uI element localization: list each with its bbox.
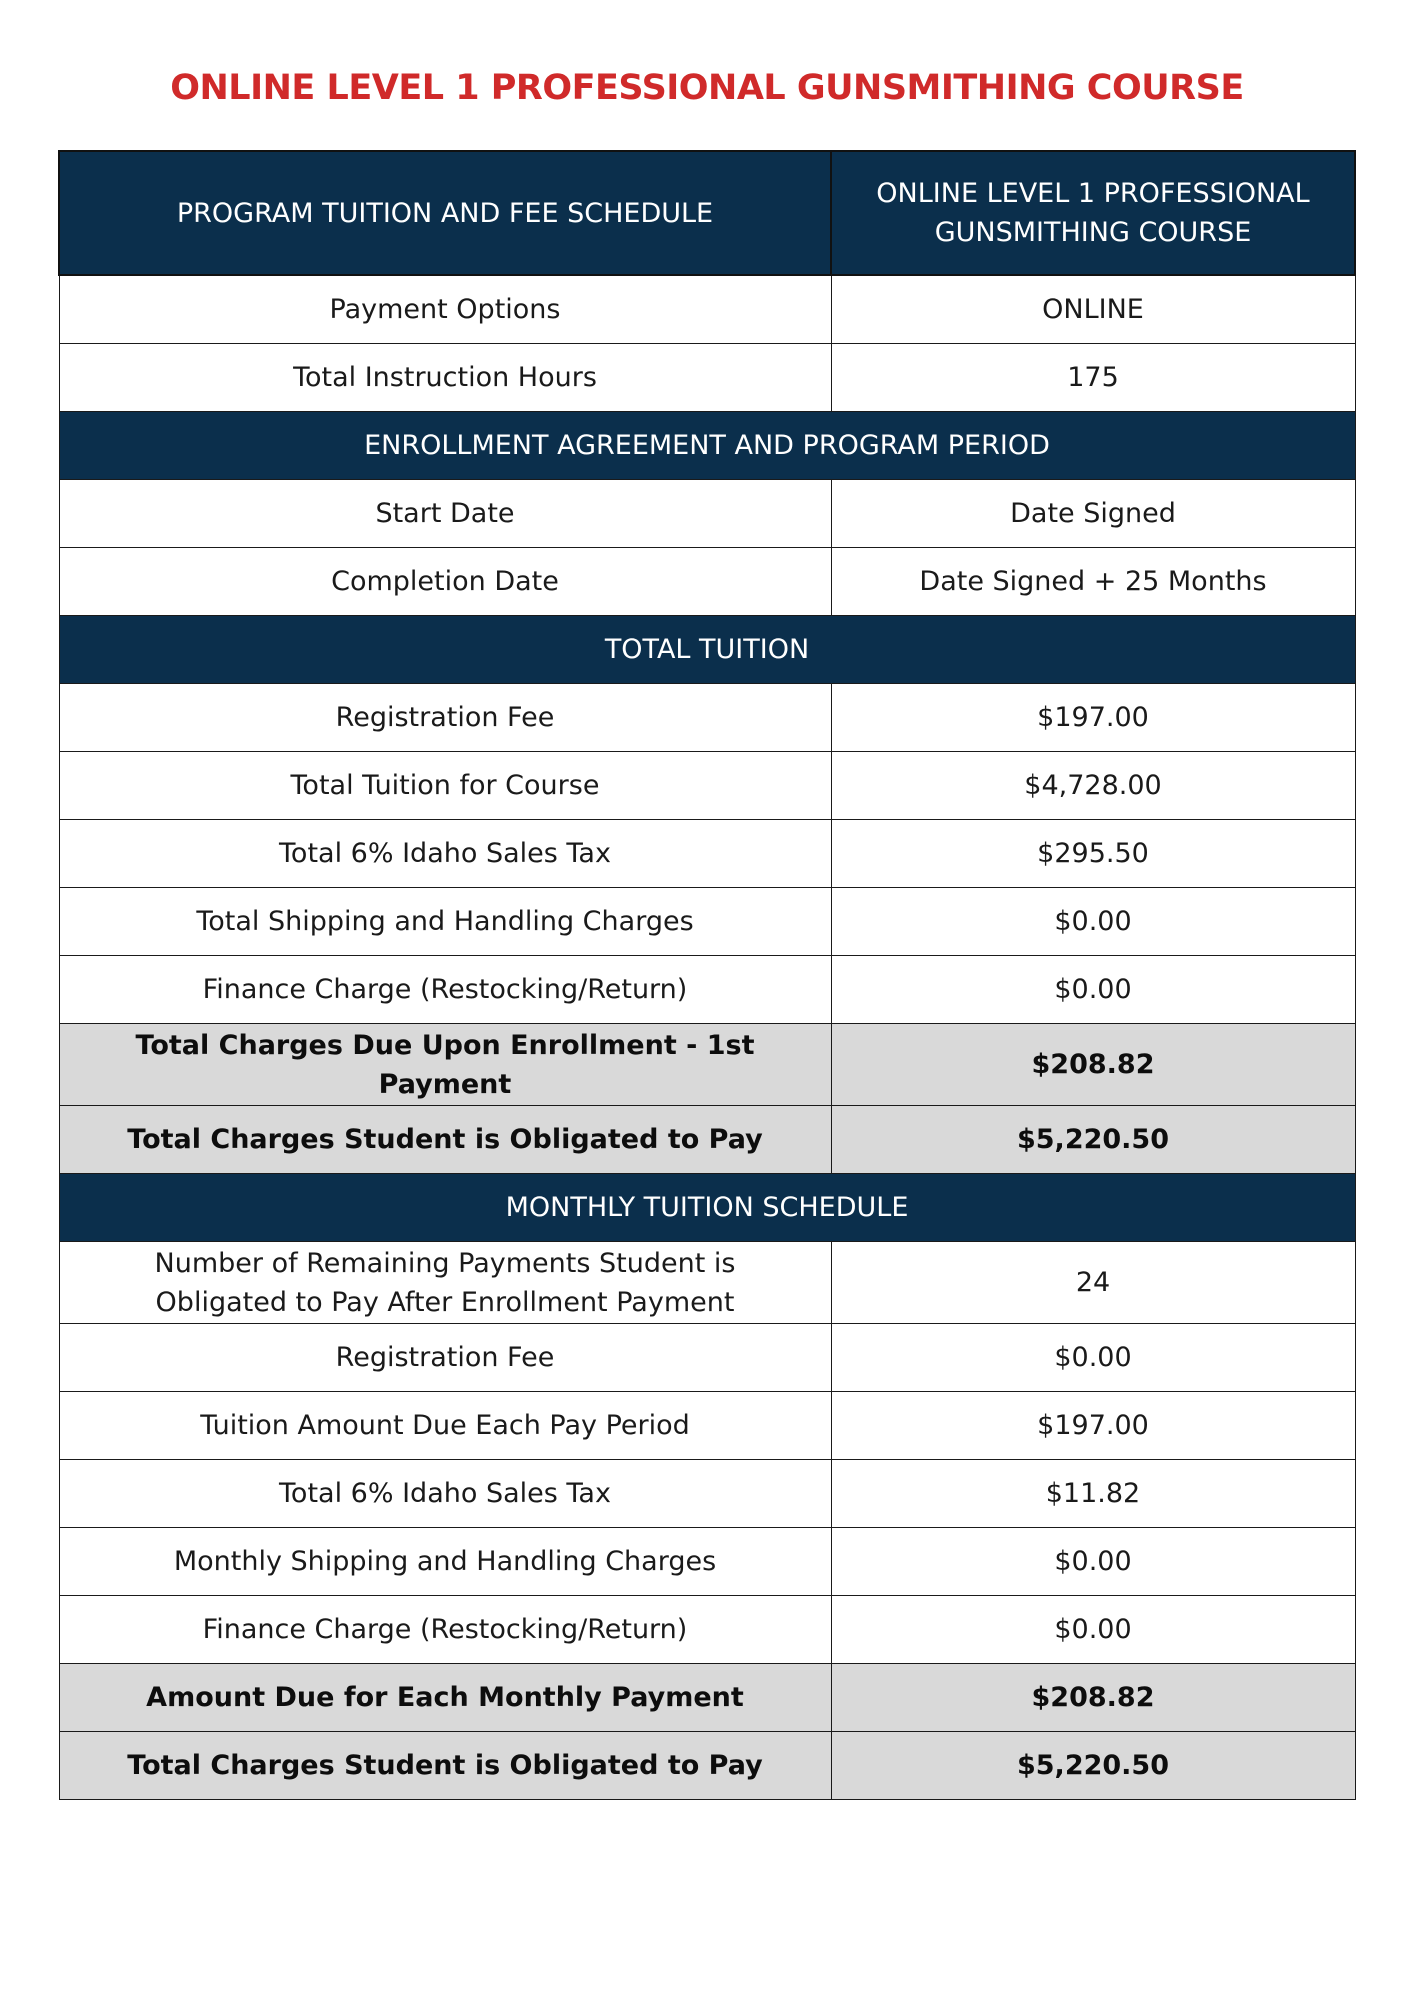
row-value: $295.50 — [831, 820, 1355, 888]
row-label: Completion Date — [59, 548, 831, 616]
row-value: $0.00 — [831, 888, 1355, 956]
table-row — [59, 1596, 1355, 1664]
row-label: Total Tuition for Course — [59, 752, 831, 820]
section-header-monthly — [59, 1174, 1355, 1242]
row-label: Number of Remaining Payments Student is Obligated to Pay After Enrollment Payment — [59, 1242, 831, 1324]
row-value: $4,728.00 — [831, 752, 1355, 820]
total-value: $5,220.50 — [831, 1106, 1355, 1174]
section-title: ENROLLMENT AGREEMENT AND PROGRAM PERIOD — [59, 412, 1355, 480]
total-label: Total Charges Due Upon Enrollment - 1st Payment — [59, 1024, 831, 1106]
row-value: $197.00 — [831, 1392, 1355, 1460]
total-value: $5,220.50 — [831, 1732, 1355, 1800]
total-label: Amount Due for Each Monthly Payment — [59, 1664, 831, 1732]
section-header-enrollment — [59, 412, 1355, 480]
table-row — [59, 480, 1355, 548]
table-row — [59, 1392, 1355, 1460]
row-label: Total 6% Idaho Sales Tax — [59, 820, 831, 888]
row-label: Finance Charge (Restocking/Return) — [59, 1596, 831, 1664]
table-row — [59, 1528, 1355, 1596]
row-label: Finance Charge (Restocking/Return) — [59, 956, 831, 1024]
header-left-cell: PROGRAM TUITION AND FEE SCHEDULE — [59, 151, 831, 275]
row-label: Total Shipping and Handling Charges — [59, 888, 831, 956]
row-value: $0.00 — [831, 1596, 1355, 1664]
table-row — [59, 344, 1355, 412]
table-row — [59, 888, 1355, 956]
section-header-total-tuition — [59, 616, 1355, 684]
row-value: 175 — [831, 344, 1355, 412]
table-row — [59, 1324, 1355, 1392]
table-row — [59, 275, 1355, 344]
table-row — [59, 1242, 1355, 1324]
table-row — [59, 684, 1355, 752]
row-label: Registration Fee — [59, 684, 831, 752]
table-row — [59, 548, 1355, 616]
row-value: Date Signed + 25 Months — [831, 548, 1355, 616]
row-label: Payment Options — [59, 275, 831, 344]
row-label: Start Date — [59, 480, 831, 548]
table-header-row — [59, 151, 1355, 275]
total-value: $208.82 — [831, 1664, 1355, 1732]
row-value: Date Signed — [831, 480, 1355, 548]
row-label: Monthly Shipping and Handling Charges — [59, 1528, 831, 1596]
row-value: $0.00 — [831, 1324, 1355, 1392]
total-row-obligated — [59, 1732, 1355, 1800]
tuition-fee-table — [58, 150, 1356, 1800]
row-value: 24 — [831, 1242, 1355, 1324]
page-title: ONLINE LEVEL 1 PROFESSIONAL GUNSMITHING COURSE — [170, 68, 1244, 108]
row-label: Total 6% Idaho Sales Tax — [59, 1460, 831, 1528]
total-label: Total Charges Student is Obligated to Pay — [59, 1732, 831, 1800]
header-right-cell: ONLINE LEVEL 1 PROFESSIONAL GUNSMITHING COURSE — [831, 151, 1355, 275]
row-label: Tuition Amount Due Each Pay Period — [59, 1392, 831, 1460]
table-row — [59, 1460, 1355, 1528]
total-value: $208.82 — [831, 1024, 1355, 1106]
total-row-monthly-payment — [59, 1664, 1355, 1732]
row-value: $197.00 — [831, 684, 1355, 752]
row-value: $0.00 — [831, 1528, 1355, 1596]
row-value: $0.00 — [831, 956, 1355, 1024]
total-row-enrollment-payment — [59, 1024, 1355, 1106]
total-label: Total Charges Student is Obligated to Pay — [59, 1106, 831, 1174]
row-label: Total Instruction Hours — [59, 344, 831, 412]
table-row — [59, 820, 1355, 888]
table-row — [59, 956, 1355, 1024]
row-label: Registration Fee — [59, 1324, 831, 1392]
row-value: ONLINE — [831, 275, 1355, 344]
table-row — [59, 752, 1355, 820]
section-title: TOTAL TUITION — [59, 616, 1355, 684]
section-title: MONTHLY TUITION SCHEDULE — [59, 1174, 1355, 1242]
total-row-obligated — [59, 1106, 1355, 1174]
row-value: $11.82 — [831, 1460, 1355, 1528]
